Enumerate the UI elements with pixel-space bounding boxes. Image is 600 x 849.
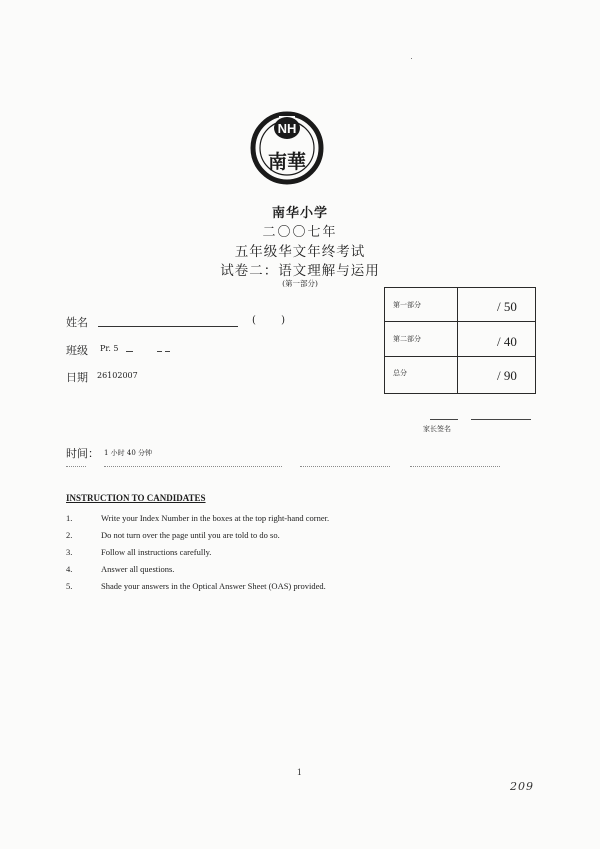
page-number: 1 [297, 767, 302, 777]
scan-divider [104, 466, 282, 467]
exam-year: 二〇〇七年 [262, 225, 338, 240]
index-number-parentheses: ( ) [252, 315, 285, 326]
logo-monogram: NH [277, 121, 297, 136]
instruction-text: Shade your answers in the Optical Answer Sheet (OAS) provided. [101, 581, 326, 591]
instruction-number: 3. [66, 547, 73, 557]
class-value: Pr. 5 [100, 344, 119, 353]
parent-signature-line[interactable] [430, 419, 458, 420]
instruction-text: Answer all questions. [101, 564, 175, 574]
instructions-heading: INSTRUCTION TO CANDIDATES [66, 493, 206, 503]
name-field-line[interactable] [98, 326, 238, 327]
time-value: 1 小时 40 分钟 [104, 449, 153, 457]
parent-signature-label: 家长签名 [423, 425, 451, 433]
score-row-label: 第二部分 [393, 335, 421, 343]
logo-characters: 南華 [267, 151, 307, 173]
name-label: 姓名 [66, 316, 88, 329]
score-table [384, 287, 536, 394]
part-label: (第一部分) [282, 279, 318, 288]
instruction-text: Follow all instructions carefully. [101, 547, 212, 557]
class-label: 班级 [66, 344, 88, 357]
instruction-number: 1. [66, 513, 73, 523]
instruction-text: Do not turn over the page until you are told to do so. [101, 530, 280, 540]
score-row-label: 总分 [393, 369, 407, 377]
scan-speck [411, 58, 412, 59]
scan-divider [66, 466, 86, 467]
class-field-line [165, 351, 170, 352]
school-crest-icon [249, 108, 325, 200]
score-row-value: / 90 [497, 368, 517, 383]
class-field-line [126, 351, 133, 352]
score-row-label: 第一部分 [393, 301, 421, 309]
instruction-number: 2. [66, 530, 73, 540]
handwritten-note: 209 [510, 780, 534, 793]
scan-divider [300, 466, 390, 467]
score-row-value: / 50 [497, 299, 517, 314]
paper-title: 试卷二：语文理解与运用 [220, 263, 380, 279]
school-name: 南华小学 [271, 206, 328, 221]
score-row-value: / 40 [497, 334, 517, 349]
time-label: 时间： [66, 447, 99, 460]
instruction-number: 4. [66, 564, 73, 574]
date-label: 日期 [66, 371, 88, 384]
date-value: 26102007 [97, 371, 138, 380]
parent-signature-line[interactable] [471, 419, 531, 420]
exam-title: 五年级华文年终考试 [234, 244, 366, 260]
class-field-line [157, 351, 162, 352]
scan-divider [410, 466, 500, 467]
instruction-number: 5. [66, 581, 73, 591]
instruction-text: Write your Index Number in the boxes at the top right-hand corner. [101, 513, 330, 523]
